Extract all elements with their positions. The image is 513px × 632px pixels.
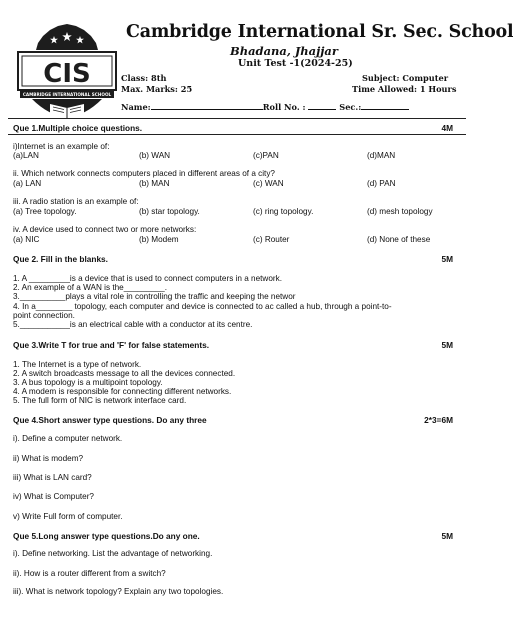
time-allowed-label: Time Allowed: 1 Hours xyxy=(352,84,457,94)
q4-marks: 2*3=6M xyxy=(424,415,453,425)
q1-item-1-option-c: (c)PAN xyxy=(253,151,279,160)
q5-line-1: i). Define networking. List the advantage of networking. xyxy=(13,549,213,558)
q1-item-3-option-c: (c) ring topology. xyxy=(253,207,314,216)
q1-item-3-option-d: (d) mesh topology xyxy=(367,207,433,216)
q2-line-3: 3.__________plays a vital role in controlling the traffic and keeping the networ xyxy=(13,292,296,301)
q4-line-1: i). Define a computer network. xyxy=(13,434,123,443)
class-label: Class: 8th xyxy=(121,73,167,83)
q3-line-1: 1. The Internet is a type of network. xyxy=(13,360,142,369)
q1-item-2-option-d: (d) PAN xyxy=(367,179,396,188)
q1-title: Que 1.Multiple choice questions. xyxy=(13,123,143,133)
q4-title: Que 4.Short answer type questions. Do any three xyxy=(13,415,207,425)
school-logo xyxy=(14,22,120,122)
q1-item-4-question: iv. A device used to connect two or more networks: xyxy=(13,225,197,234)
q2-title: Que 2. Fill in the blanks. xyxy=(13,254,108,264)
q1-item-2-question: ii. Which network connects computers placed in different areas of a city? xyxy=(13,169,275,178)
q1-item-4-option-d: (d) None of these xyxy=(367,235,431,244)
q2-line-4: 4. In a________ topology, each computer and device is connected to ac called a hub, through a point-to- xyxy=(13,302,392,311)
q5-line-3: iii). What is network topology? Explain any two topologies. xyxy=(13,587,224,596)
q5-title: Que 5.Long answer type questions.Do any one. xyxy=(13,531,200,541)
q3-line-3: 3. A bus topology is a multipoint topology. xyxy=(13,378,163,387)
unit-test-title: Unit Test -1(2024-25) xyxy=(238,58,353,69)
school-location: Bhadana, Jhajjar xyxy=(230,44,338,58)
q4-heading xyxy=(13,415,453,425)
logo-ring-text: CAMBRIDGE INTERNATIONAL SCHOOL xyxy=(22,92,112,97)
q4-line-5: v) Write Full form of computer. xyxy=(13,512,123,521)
q1-item-4-option-b: (b) Modem xyxy=(139,235,179,244)
q2-heading xyxy=(13,254,453,264)
q2-line-6: 5.___________is an electrical cable with a conductor at its centre. xyxy=(13,320,253,329)
q3-heading xyxy=(13,340,453,350)
q5-line-2: ii). How is a router different from a switch? xyxy=(13,569,166,578)
subject-label: Subject: Computer xyxy=(362,73,449,83)
name-label: Name: xyxy=(121,102,151,112)
sec-label: Sec.: xyxy=(339,102,362,112)
q1-divider xyxy=(8,134,466,135)
q3-line-4: 4. A modem is responsible for connecting different networks. xyxy=(13,387,232,396)
q1-item-2-option-c: (c) WAN xyxy=(253,179,284,188)
name-blank xyxy=(151,101,263,110)
q1-item-3-option-b: (b) star topology. xyxy=(139,207,200,216)
q4-line-4: iv) What is Computer? xyxy=(13,492,94,501)
q4-line-3: iii) What is LAN card? xyxy=(13,473,92,482)
q3-line-5: 5. The full form of NIC is network interface card. xyxy=(13,396,187,405)
q1-item-3-question: iii. A radio station is an example of: xyxy=(13,197,139,206)
logo-text: CIS xyxy=(43,59,91,89)
max-marks-label: Max. Marks: 25 xyxy=(121,84,193,94)
q5-heading xyxy=(13,531,453,541)
q4-line-2: ii) What is modem? xyxy=(13,454,84,463)
q1-item-2-option-a: (a) LAN xyxy=(13,179,42,188)
q1-item-4-option-c: (c) Router xyxy=(253,235,290,244)
q2-marks: 5M xyxy=(441,254,453,264)
q1-item-3-option-a: (a) Tree topology. xyxy=(13,207,77,216)
q1-marks: 4M xyxy=(441,123,453,133)
q2-line-1: 1. A _________is a device that is used to connect computers in a network. xyxy=(13,274,282,283)
q1-heading xyxy=(13,123,453,133)
q1-item-1-question: i)Internet is an example of: xyxy=(13,142,110,151)
student-info-line xyxy=(121,101,466,112)
q3-line-2: 2. A switch broadcasts message to all the devices connected. xyxy=(13,369,236,378)
q5-marks: 5M xyxy=(441,531,453,541)
roll-label: Roll No. : xyxy=(262,102,306,112)
q1-item-1-option-b: (b) WAN xyxy=(139,151,171,160)
q1-item-1-option-a: (a)LAN xyxy=(13,151,39,160)
q2-line-5: point connection. xyxy=(13,311,75,320)
q2-line-2: 2. An example of a WAN is the_________. xyxy=(13,283,167,292)
q1-item-4-option-a: (a) NIC xyxy=(13,235,40,244)
q3-marks: 5M xyxy=(441,340,453,350)
header-divider xyxy=(8,118,466,119)
sec-blank xyxy=(361,101,409,110)
q1-item-2-option-b: (b) MAN xyxy=(139,179,170,188)
roll-blank xyxy=(308,101,336,110)
q1-item-1-option-d: (d)MAN xyxy=(367,151,396,160)
q3-title: Que 3.Write T for true and 'F' for false statements. xyxy=(13,340,210,350)
school-name: Cambridge International Sr. Sec. School xyxy=(126,22,513,42)
